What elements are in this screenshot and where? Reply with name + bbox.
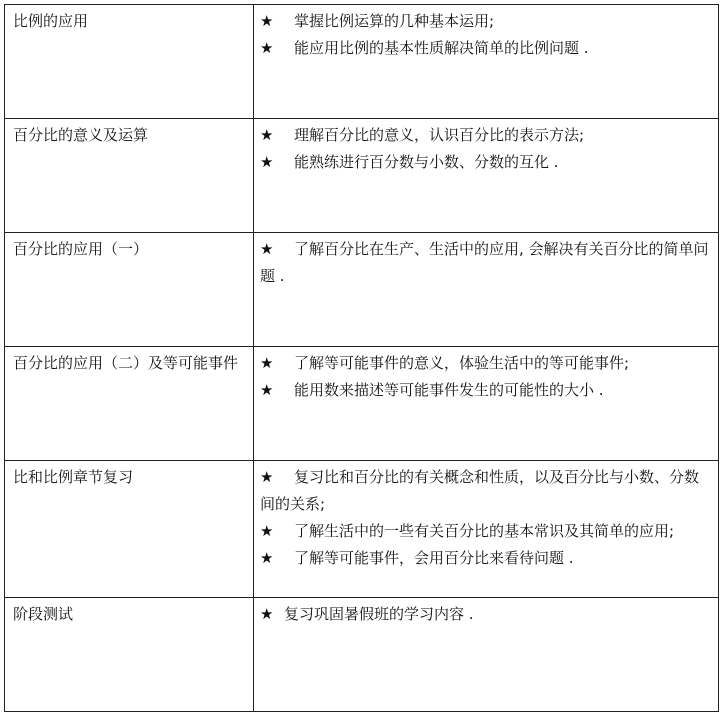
objective-text: 理解百分比的意义，认识百分比的表示方法;: [294, 126, 585, 144]
star-icon: ★: [260, 39, 274, 57]
objective-item: [260, 518, 712, 545]
objective-text: 掌握比例运算的几种基本运用;: [294, 12, 495, 30]
objectives-cell: [254, 461, 719, 598]
topic-cell: 比和比例章节复习: [5, 461, 254, 598]
objectives-cell: [254, 347, 719, 461]
star-icon: ★: [260, 468, 274, 486]
objectives-cell: [254, 233, 719, 347]
topic-cell: 百分比的意义及运算: [5, 119, 254, 233]
objective-item: [260, 464, 712, 518]
objective-text: 了解百分比在生产、生活中的应用, 会解决有关百分比的简单问题 .: [260, 240, 709, 285]
table-row: [5, 347, 719, 461]
objective-item: [260, 35, 712, 62]
topic-cell: 百分比的应用（一）: [5, 233, 254, 347]
objective-text: 能用数来描述等可能事件发生的可能性的大小 .: [294, 381, 604, 399]
objective-text: 能应用比例的基本性质解决简单的比例问题 .: [294, 39, 589, 57]
star-icon: ★: [260, 12, 274, 30]
star-icon: ★: [260, 549, 274, 567]
table-row: [5, 119, 719, 233]
star-icon: ★: [260, 381, 274, 399]
objective-item: [260, 350, 712, 377]
table-row: [5, 598, 719, 712]
star-icon: ★: [260, 605, 274, 623]
objective-item: [260, 122, 712, 149]
objective-text: 了解生活中的一些有关百分比的基本常识及其简单的应用;: [294, 522, 675, 540]
star-icon: ★: [260, 522, 274, 540]
star-icon: ★: [260, 354, 274, 372]
objective-item: [260, 236, 712, 290]
table-row: [5, 5, 719, 119]
objective-text: 复习比和百分比的有关概念和性质，以及百分比与小数、分数间的关系;: [260, 468, 700, 513]
objective-text: 了解等可能事件的意义，体验生活中的等可能事件;: [294, 354, 630, 372]
topic-cell: 阶段测试: [5, 598, 254, 712]
objective-item: [260, 149, 712, 176]
star-icon: ★: [260, 240, 274, 258]
syllabus-table: [4, 4, 719, 712]
objectives-cell: [254, 119, 719, 233]
objective-item: [260, 377, 712, 404]
objective-item: [260, 545, 712, 572]
objective-text: 复习巩固暑假班的学习内容 .: [284, 605, 474, 623]
topic-cell: 比例的应用: [5, 5, 254, 119]
objective-text: 能熟练进行百分数与小数、分数的互化 .: [294, 153, 559, 171]
table-row: [5, 233, 719, 347]
objective-item: [260, 601, 712, 628]
objective-text: 了解等可能事件，会用百分比来看待问题 .: [294, 549, 574, 567]
objectives-cell: [254, 598, 719, 712]
star-icon: ★: [260, 126, 274, 144]
table-row: [5, 461, 719, 598]
star-icon: ★: [260, 153, 274, 171]
topic-cell: 百分比的应用（二）及等可能事件: [5, 347, 254, 461]
objectives-cell: [254, 5, 719, 119]
objective-item: [260, 8, 712, 35]
